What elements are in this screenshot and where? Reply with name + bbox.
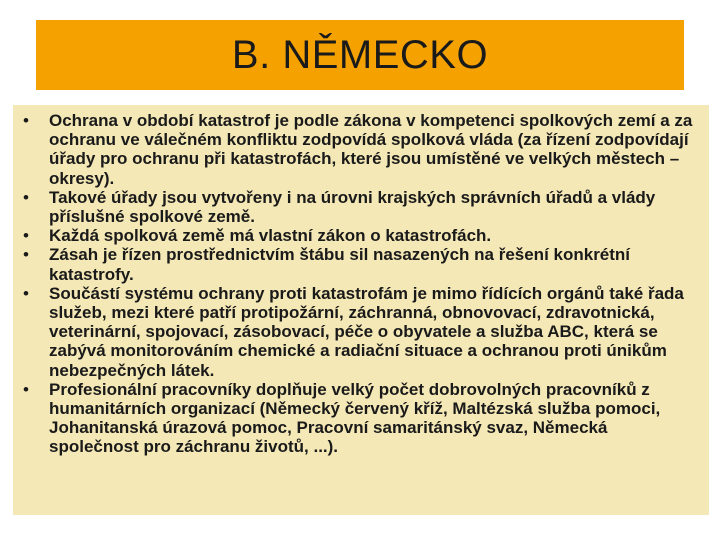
bullet-text: Součástí systému ochrany proti katastrofám je mimo řídících orgánů také řada služeb, mezi které patří protipožární, záchranná, obnovovací, zdravotnická, veterinární, spojovací, zásobovací, péče o obyvatele a služba ABC, která se zabývá monitorováním chemické a radiační situace a ochranou proti únikům nebezpečných látek. bbox=[49, 283, 684, 380]
content-box bbox=[13, 105, 709, 515]
bullet-icon: • bbox=[23, 187, 29, 207]
bullet-item bbox=[21, 245, 701, 283]
bullet-item bbox=[21, 111, 701, 188]
slide-title: B. NĚMECKO bbox=[231, 32, 489, 77]
bullet-icon: • bbox=[23, 226, 29, 246]
bullet-icon: • bbox=[23, 379, 29, 399]
bullet-text: Takové úřady jsou vytvořeny i na úrovni krajských správních úřadů a vlády příslušné spolkové země. bbox=[49, 187, 656, 227]
bullet-item bbox=[21, 380, 701, 457]
bullet-text: Ochrana v období katastrof je podle zákona v kompetenci spolkových zemí a za ochranu ve válečném konfliktu zodpovídá spolková vláda (za řízení zodpovídají úřady pro ochranu při katastrofách, které jsou umístěné ve velkých městech – okresy). bbox=[49, 111, 693, 188]
bullet-list bbox=[21, 111, 701, 457]
bullet-icon: • bbox=[23, 283, 29, 303]
bullet-text: Profesionální pracovníky doplňuje velký počet dobrovolných pracovníků z humanitárních organizací (Německý červený kříž, Maltézská služba pomoci, Johanitanská úrazová pomoc, Pracovní samaritánský svaz, Německá společnost pro záchranu životů, ...). bbox=[49, 379, 661, 457]
bullet-item bbox=[21, 284, 701, 380]
bullet-item bbox=[21, 226, 701, 245]
bullet-icon: • bbox=[23, 245, 29, 265]
title-bar bbox=[36, 20, 684, 90]
bullet-text: Zásah je řízen prostřednictvím štábu sil nasazených na řešení konkrétní katastrofy. bbox=[49, 245, 631, 284]
bullet-text: Každá spolková země má vlastní zákon o katastrofách. bbox=[49, 226, 492, 246]
bullet-item bbox=[21, 188, 701, 226]
bullet-icon: • bbox=[23, 111, 29, 130]
